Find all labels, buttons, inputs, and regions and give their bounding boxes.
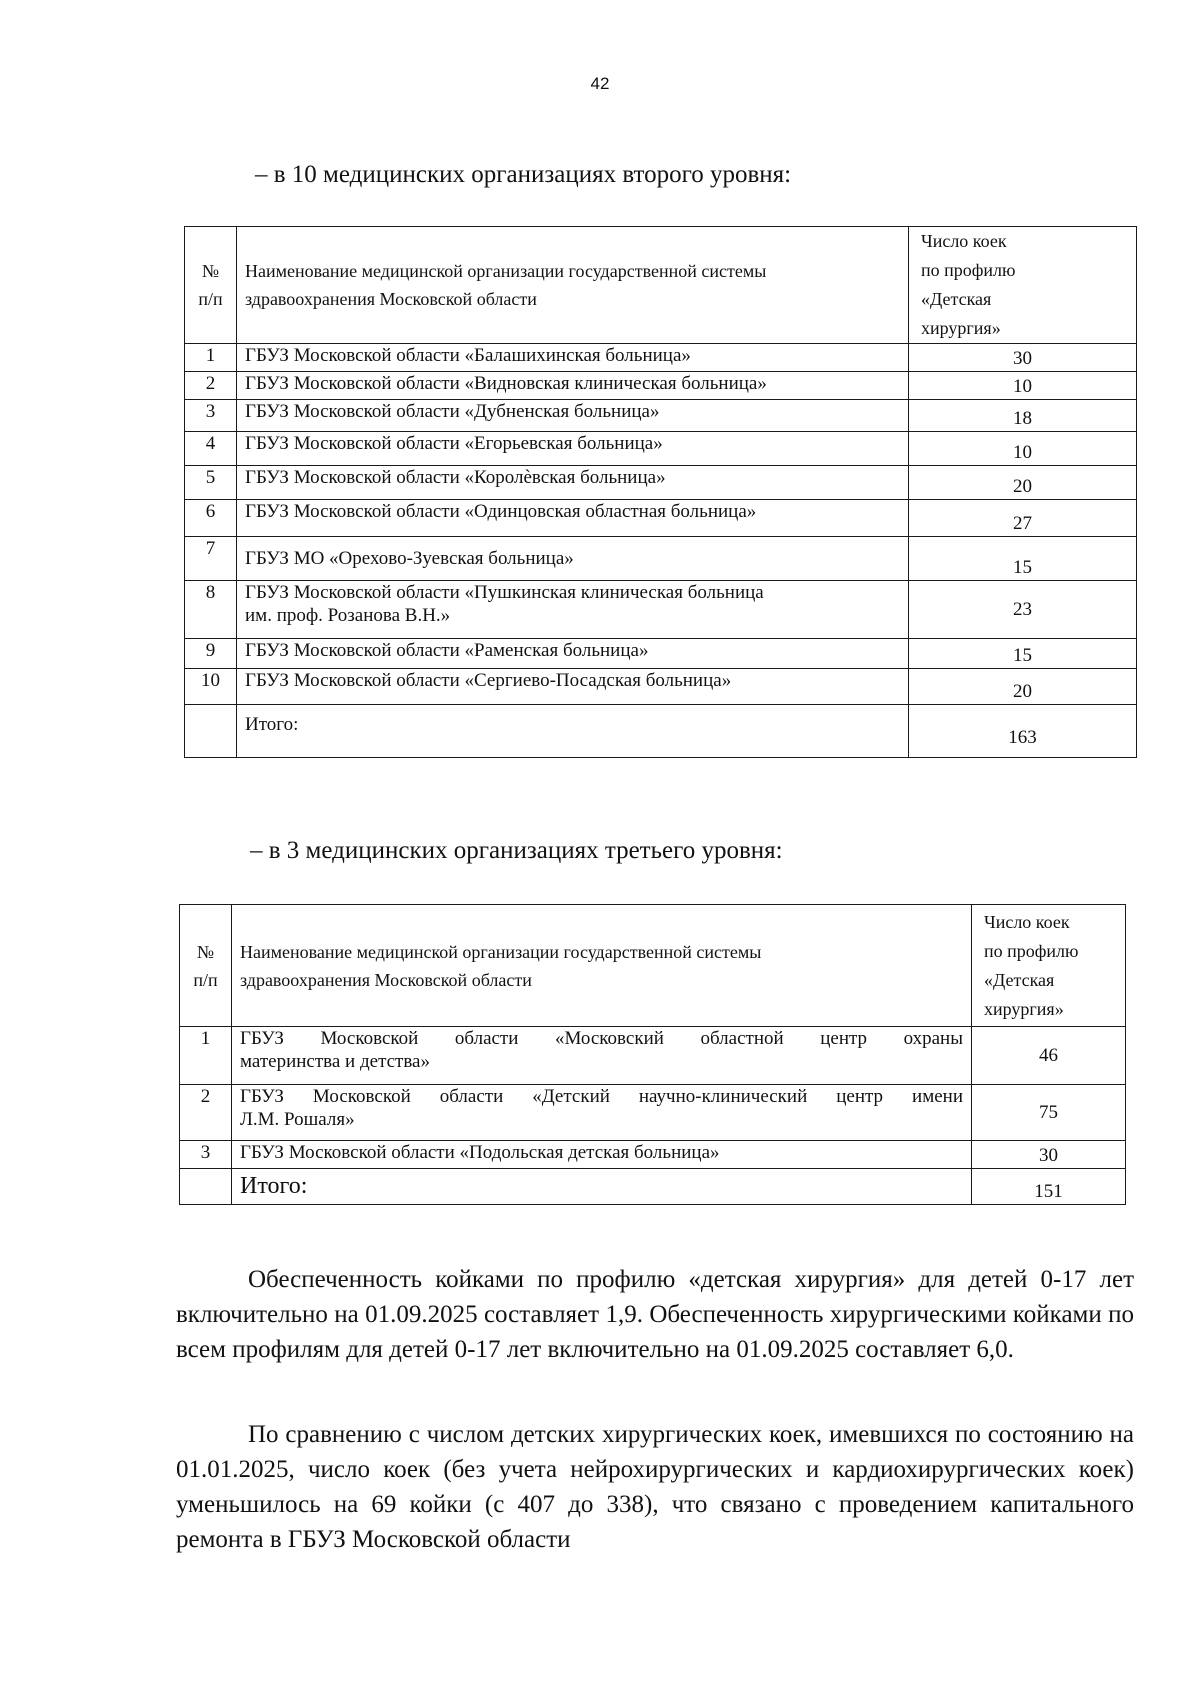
bed-count: 75 bbox=[972, 1085, 1126, 1141]
bed-count: 27 bbox=[909, 500, 1137, 537]
table-row bbox=[185, 500, 1137, 537]
bed-count: 46 bbox=[972, 1027, 1126, 1085]
table-row bbox=[185, 372, 1137, 400]
row-number: 9 bbox=[185, 639, 237, 669]
table-row bbox=[185, 669, 1137, 705]
row-number: 6 bbox=[185, 500, 237, 537]
row-number: 10 bbox=[185, 669, 237, 705]
row-number: 1 bbox=[180, 1027, 232, 1085]
table-row bbox=[180, 1027, 1126, 1085]
total-row bbox=[185, 705, 1137, 758]
row-number: 1 bbox=[185, 344, 237, 372]
second-level-table bbox=[184, 226, 1137, 758]
row-number: 2 bbox=[180, 1085, 232, 1141]
row-number: 5 bbox=[185, 466, 237, 500]
table-header-row bbox=[180, 905, 1126, 1027]
organization-name: ГБУЗ Московской области «Детский научно-клинический центр имени Л.М. Рошаля» bbox=[232, 1085, 972, 1141]
bed-count: 18 bbox=[909, 400, 1137, 432]
page-number: 42 bbox=[590, 74, 610, 93]
header-number: № п/п bbox=[185, 227, 237, 344]
total-beds: 151 bbox=[972, 1169, 1126, 1205]
row-number: 3 bbox=[185, 400, 237, 432]
organization-name: ГБУЗ МО «Орехово-Зуевская больница» bbox=[237, 537, 909, 581]
table-row bbox=[185, 400, 1137, 432]
section-2-lead: – в 3 медицинских организациях третьего уровня: bbox=[250, 837, 783, 864]
bed-count: 20 bbox=[909, 466, 1137, 500]
table-row bbox=[185, 581, 1137, 639]
bed-count: 10 bbox=[909, 372, 1137, 400]
header-number: № п/п bbox=[180, 905, 232, 1027]
paragraph-bed-provision: Обеспеченность койками по профилю «детская хирургия» для детей 0-17 лет включительно на 01.09.2025 составляет 1,9. Обеспеченность хирургическими койками по всем профилям для детей 0-17 лет включительно на 01.09.2025 составляет 6,0. bbox=[176, 1266, 1134, 1363]
header-beds: Число коек по профилю «Детская хирургия» bbox=[972, 905, 1126, 1027]
total-label: Итого: bbox=[232, 1169, 972, 1205]
organization-name: ГБУЗ Московской области «Дубненская больница» bbox=[237, 400, 909, 432]
table-row bbox=[180, 1085, 1126, 1141]
bed-count: 15 bbox=[909, 537, 1137, 581]
row-number: 3 bbox=[180, 1141, 232, 1169]
organization-name: ГБУЗ Московской области «Видновская клиническая больница» bbox=[237, 372, 909, 400]
table-row bbox=[180, 1141, 1126, 1169]
table-row bbox=[185, 466, 1137, 500]
organization-name: ГБУЗ Московской области «Сергиево-Посадская больница» bbox=[237, 669, 909, 705]
header-name: Наименование медицинской организации государственной системы здравоохранения Московской области bbox=[232, 905, 972, 1027]
bed-count: 15 bbox=[909, 639, 1137, 669]
organization-name: ГБУЗ Московской области «Подольская детская больница» bbox=[232, 1141, 972, 1169]
bed-count: 10 bbox=[909, 432, 1137, 466]
third-level-table bbox=[179, 904, 1126, 1205]
header-beds: Число коек по профилю «Детская хирургия» bbox=[909, 227, 1137, 344]
paragraph-bed-comparison: По сравнению с числом детских хирургических коек, имевшихся по состоянию на 01.01.2025, число коек (без учета нейрохирургических и кардиохирургических коек) уменьшилось на 69 койки (с 407 до 338), что связано с проведением капитального ремонта в ГБУЗ Московской области bbox=[176, 1421, 1134, 1553]
section-1-lead: – в 10 медицинских организациях второго уровня: bbox=[255, 161, 792, 188]
organization-name: ГБУЗ Московской области «Егорьевская больница» bbox=[237, 432, 909, 466]
organization-name: ГБУЗ Московской области «Пушкинская клиническая больница им. проф. Розанова В.Н.» bbox=[237, 581, 909, 639]
table-row bbox=[185, 639, 1137, 669]
bed-count: 30 bbox=[972, 1141, 1126, 1169]
bed-count: 23 bbox=[909, 581, 1137, 639]
table-row bbox=[185, 344, 1137, 372]
row-number: 8 bbox=[185, 581, 237, 639]
total-beds: 163 bbox=[909, 705, 1137, 758]
row-number: 7 bbox=[185, 537, 237, 581]
total-label: Итого: bbox=[237, 705, 909, 758]
organization-name: ГБУЗ Московской области «Королѐвская больница» bbox=[237, 466, 909, 500]
organization-name: ГБУЗ Московской области «Балашихинская больница» bbox=[237, 344, 909, 372]
row-number: 4 bbox=[185, 432, 237, 466]
table-row bbox=[185, 432, 1137, 466]
bed-count: 30 bbox=[909, 344, 1137, 372]
organization-name: ГБУЗ Московской области «Раменская больница» bbox=[237, 639, 909, 669]
table-row bbox=[185, 537, 1137, 581]
total-row bbox=[180, 1169, 1126, 1205]
table-header-row bbox=[185, 227, 1137, 344]
organization-name: ГБУЗ Московской области «Московский областной центр охраны материнства и детства» bbox=[232, 1027, 972, 1085]
row-number: 2 bbox=[185, 372, 237, 400]
organization-name: ГБУЗ Московской области «Одинцовская областная больница» bbox=[237, 500, 909, 537]
bed-count: 20 bbox=[909, 669, 1137, 705]
header-name: Наименование медицинской организации государственной системы здравоохранения Московской области bbox=[237, 227, 909, 344]
